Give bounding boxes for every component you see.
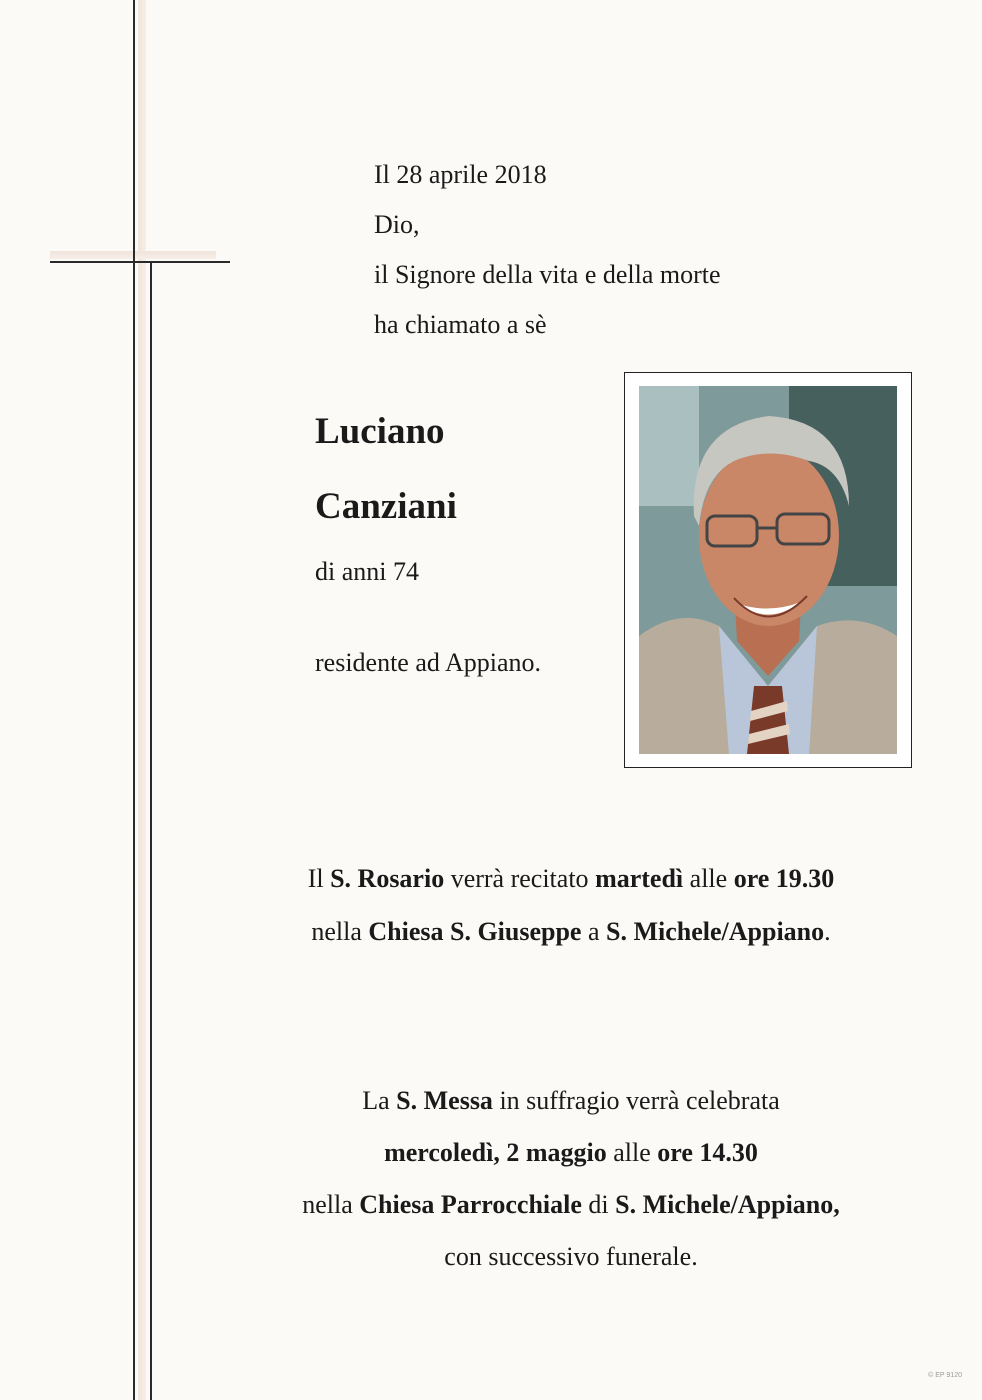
rosary-l1-text-a: Il (307, 864, 331, 893)
mass-l1-text-a: La (362, 1086, 397, 1115)
mass-line-3 (160, 1179, 982, 1231)
mass-line-1 (160, 1075, 982, 1127)
cross-line-vertical (133, 0, 135, 1400)
rosary-l2-text-c: a (581, 917, 607, 946)
mass-place: S. Michele/Appiano, (615, 1190, 840, 1219)
rosary-place: S. Michele/Appiano (606, 917, 825, 946)
mass-line-4: con successivo funerale. (444, 1242, 698, 1271)
rosary-l2-text-a: nella (311, 917, 369, 946)
rosary-l1-text-e: alle (683, 864, 734, 893)
rosary-label: S. Rosario (330, 864, 445, 893)
cross-shadow-vertical (138, 0, 146, 1400)
mass-announcement (160, 1075, 982, 1283)
first-name: Luciano (315, 411, 445, 452)
intro-line-4: ha chiamato a sè (374, 310, 547, 339)
mass-time: ore 14.30 (657, 1138, 758, 1167)
intro-text (374, 150, 721, 350)
last-name: Canziani (315, 486, 457, 527)
intro-line-3: il Signore della vita e della morte (374, 260, 721, 289)
cross-line-vertical-secondary (150, 262, 152, 1400)
mass-church: Chiesa Parrocchiale (359, 1190, 582, 1219)
rosary-church: Chiesa S. Giuseppe (368, 917, 582, 946)
rosary-l1-text-c: verrà recitato (444, 864, 596, 893)
rosary-announcement (160, 852, 982, 958)
mass-l1-text-c: in suffragio verrà celebrata (492, 1086, 780, 1115)
intro-line-2: Dio, (374, 210, 420, 239)
mass-line-2 (160, 1127, 982, 1179)
rosary-day: martedì (595, 864, 684, 893)
rosary-line-2 (160, 905, 982, 958)
date-line: Il 28 aprile 2018 (374, 160, 547, 189)
mass-date: mercoledì, 2 maggio (384, 1138, 607, 1167)
mass-l2-text-b: alle (606, 1138, 658, 1167)
mass-l3-text-c: di (581, 1190, 616, 1219)
age: di anni 74 (315, 557, 419, 586)
rosary-time: ore 19.30 (733, 864, 835, 893)
mass-l3-text-a: nella (302, 1190, 360, 1219)
cross-line-horizontal (50, 261, 230, 263)
print-code: © EP 9120 (928, 1372, 962, 1379)
portrait-photo (639, 386, 897, 754)
mass-label: S. Messa (396, 1086, 493, 1115)
rosary-l2-text-e: . (824, 917, 831, 946)
photo-frame (624, 372, 912, 768)
portrait-icon (639, 386, 897, 754)
residence: residente ad Appiano. (315, 648, 541, 677)
rosary-line-1 (160, 852, 982, 905)
